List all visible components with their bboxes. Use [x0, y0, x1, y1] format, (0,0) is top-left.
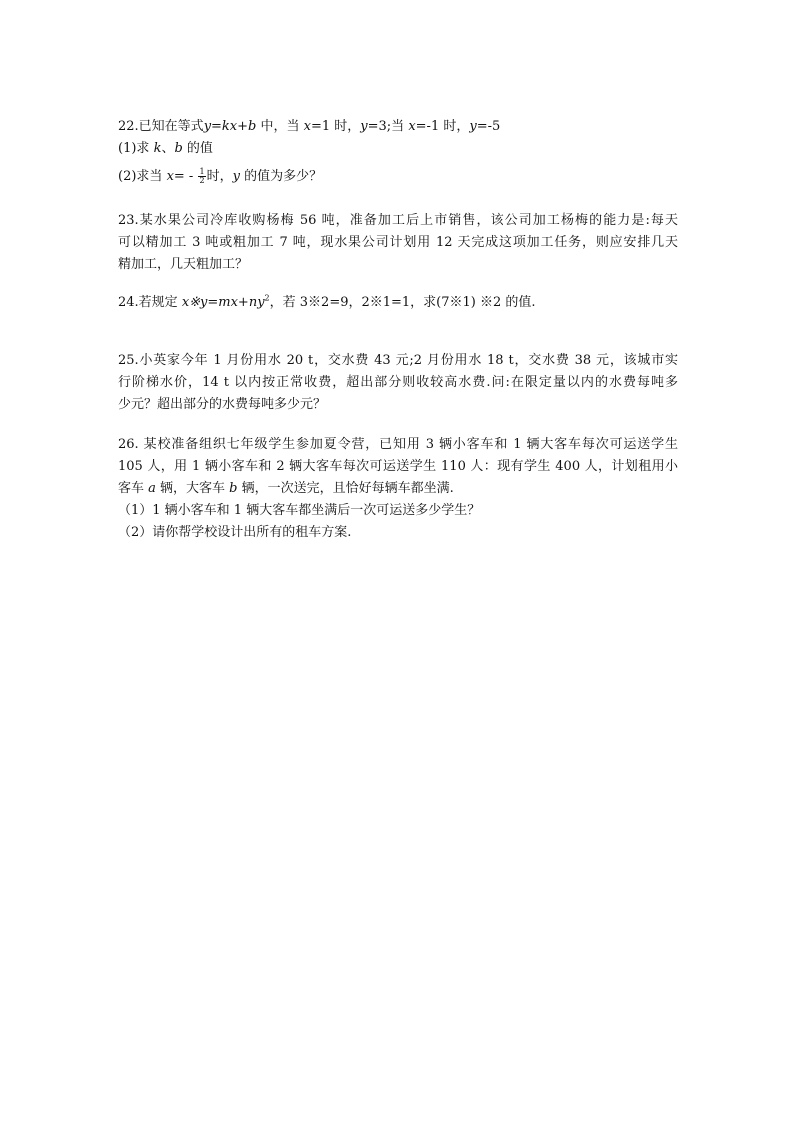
problem-24	[118, 292, 678, 314]
problem-22	[118, 116, 678, 188]
text: =3;当	[367, 119, 409, 134]
problem-23-line-2: 可以精加工 3 吨或粗加工 7 吨，现水果公司计划用 12 天完成这项加工任务，则应安排几天	[118, 235, 678, 250]
problem-26-line-1: 26. 某校准备组织七年级学生参加夏令营，已知用 3 辆小客车和 1 辆大客车每次可运送学生	[118, 437, 678, 452]
problem-22-statement	[118, 116, 678, 138]
problem-25	[118, 350, 678, 416]
problem-26	[118, 434, 678, 544]
problem-22-part-1	[118, 138, 678, 160]
text: 时，	[206, 169, 233, 184]
var-x: x	[408, 119, 416, 134]
text: 客车	[118, 481, 149, 496]
var-b: b	[229, 481, 238, 496]
text: (1)求	[118, 141, 154, 156]
fraction-numerator: 1	[199, 167, 205, 176]
text: 24.若规定	[118, 295, 182, 310]
problem-25-line-3: 少元？超出部分的水费每吨多少元？	[118, 397, 327, 412]
var-x: x	[166, 169, 174, 184]
problem-26-part-2: （2）请你帮学校设计出所有的租车方案.	[118, 525, 352, 540]
var-y: y	[232, 169, 240, 184]
problem-23	[118, 210, 678, 276]
fraction-denominator: 2	[199, 176, 205, 185]
var-x: x	[303, 119, 311, 134]
text: 的值为多少？	[239, 169, 323, 184]
text: 、	[161, 141, 175, 156]
problem-24-statement	[118, 292, 678, 314]
var-k: k	[153, 141, 162, 156]
definition-expression: x※y=mx+ny	[181, 295, 265, 310]
text: 中，当	[256, 119, 304, 134]
text: 22.已知在等式	[118, 119, 204, 134]
text: 辆，一次送完，且恰好每辆车都坐满.	[237, 481, 454, 496]
exponent: 2	[264, 293, 270, 303]
problem-26-line-2: 105 人，用 1 辆小客车和 2 辆大客车每次可运送学生 110 人：现有学生 400 人，计划租用小	[118, 459, 678, 474]
text: =1 时，	[310, 119, 361, 134]
text: 辆，大客车	[155, 481, 230, 496]
problem-25-line-1: 25.小英家今年 1 月份用水 20 t，交水费 43 元;2 月份用水 18 t，交水费 38 元，该城市实	[118, 353, 678, 368]
problem-22-part-2	[118, 166, 678, 188]
fraction-one-half	[198, 168, 205, 185]
equation: y=kx+b	[203, 119, 257, 134]
problem-26-line-3	[118, 478, 678, 500]
problem-23-line-3: 精加工，几天粗加工？	[118, 257, 249, 272]
worksheet-page	[118, 116, 678, 544]
text: 的值	[182, 141, 213, 156]
text: (2)求当	[118, 169, 167, 184]
var-y: y	[469, 119, 477, 134]
text: =-5	[476, 119, 501, 134]
problem-26-part-1: （1）1 辆小客车和 1 辆大客车都坐满后一次可运送多少学生？	[118, 503, 481, 518]
problem-25-line-2: 行阶梯水价，14 t 以内按正常收费，超出部分则收较高水费.问:在限定量以内的水费每吨多	[118, 375, 678, 390]
var-b: b	[174, 141, 183, 156]
text: =-1 时，	[415, 119, 470, 134]
var-y: y	[360, 119, 368, 134]
var-a: a	[148, 481, 156, 496]
text: = -	[173, 169, 198, 184]
problem-23-line-1: 23.某水果公司冷库收购杨梅 56 吨，准备加工后上市销售，该公司加工杨梅的能力是:每天	[118, 213, 678, 228]
text: ，若 3※2=9，2※1=1，求(7※1) ※2 的值.	[269, 295, 536, 310]
